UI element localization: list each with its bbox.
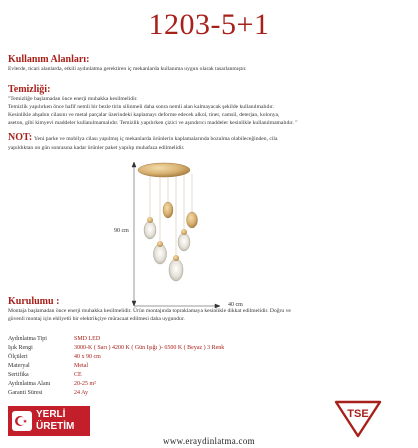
yerli-text: YERLİ bbox=[36, 409, 66, 420]
note-line-1: Yeni parke ve mobilya cilası yapılmış iç mekanlarda ürünlerin kaplamalarında bozulma olabileceğinden, cila bbox=[34, 136, 278, 142]
tse-text: TSE bbox=[347, 408, 369, 420]
spec-value: Metal bbox=[74, 363, 88, 369]
cleaning-line-4: aseton, gibi kimyevi maddeler kullanılmamalıdır. Temizlik yapılırken çizici ve aşındırıcı maddeler kesinlikle kullanılmamalıdır. " bbox=[8, 120, 298, 126]
width-label: 40 cm bbox=[228, 302, 243, 308]
cleaning-line-2: Temizlik yapılırken önce hafif nemli bir bezle tirin silinmeli daha sonra nemli alan kalmayacak şekilde kullanılmalıdır. bbox=[8, 104, 274, 110]
height-label: 90 cm bbox=[114, 228, 129, 234]
installation-line-2: güvenli montaj için ehliyetli bir elektrikçiye müracaat edilmesi daha uygundur. bbox=[8, 316, 185, 322]
spec-value: 40 x 90 cm bbox=[74, 354, 101, 360]
yerli-uretim-badge bbox=[8, 406, 90, 436]
installation-line-1: Montaja başlamadan önce enerji muhakka kesilmelidir. Ürün montajında topraklamaya kesinlikle dikkat edilmelidir. Doğru ve bbox=[8, 308, 291, 314]
spec-value: 3000-K ( Sarı ) 4200 K ( Gün Işığı )- 6500 K ( Beyaz ) 3 Renk bbox=[74, 345, 225, 351]
spec-value: 20-25 m² bbox=[74, 381, 96, 387]
tse-logo bbox=[334, 398, 382, 438]
uretim-text: ÜRETİM bbox=[36, 421, 75, 432]
note-heading: NOT: bbox=[8, 132, 33, 143]
height-dimension-line bbox=[132, 162, 136, 306]
spec-label: Aydınlatma Alanı bbox=[8, 381, 51, 387]
spec-label: Işık Rengi bbox=[8, 345, 33, 351]
pendant-lights bbox=[144, 202, 198, 281]
cleaning-line-1: "Temizliğe başlamadan önce enerji muhakka kesilmelidir. bbox=[8, 96, 138, 102]
spec-label: Aydınlatma Tipi bbox=[8, 336, 47, 342]
usage-text: Evlerde, ticari alanlarda, etkili aydınlatma gerektiren iç mekanlarda kullanıma uygun olarak tasarlanmıştır. bbox=[8, 66, 247, 72]
installation-heading: Kurulumu : bbox=[8, 296, 60, 307]
note-line-2: yapıldıktan on gün sonrasına kadar ürünler paket yapılıp muhafaza edilmelidir. bbox=[8, 145, 185, 151]
cleaning-heading: Temizliği: bbox=[8, 84, 51, 95]
spec-value: CE bbox=[74, 372, 82, 378]
spec-label: Garanti Süresi bbox=[8, 390, 43, 396]
ceiling-canopy bbox=[138, 163, 190, 177]
spec-value: 24 Ay bbox=[74, 390, 88, 396]
website-url[interactable]: www.eraydinlatma.com bbox=[163, 436, 255, 446]
spec-value: SMD LED bbox=[74, 336, 101, 342]
spec-label: Ölçüleri bbox=[8, 354, 28, 360]
turkish-flag-hand-icon bbox=[12, 411, 32, 431]
cleaning-line-3: Kesinlikle ahşabın cilasını ve metal parçalar üzerindeki kaplamayı deforme edecek alkol, tiner, camsil, deterjan, kolonya, bbox=[8, 112, 280, 118]
spec-label: Materyal bbox=[8, 363, 30, 369]
usage-heading: Kullanım Alanları: bbox=[8, 54, 90, 65]
chandelier-illustration bbox=[120, 158, 320, 310]
page-title: 1203-5+1 bbox=[148, 8, 270, 41]
spec-label: Sertifika bbox=[8, 372, 29, 378]
